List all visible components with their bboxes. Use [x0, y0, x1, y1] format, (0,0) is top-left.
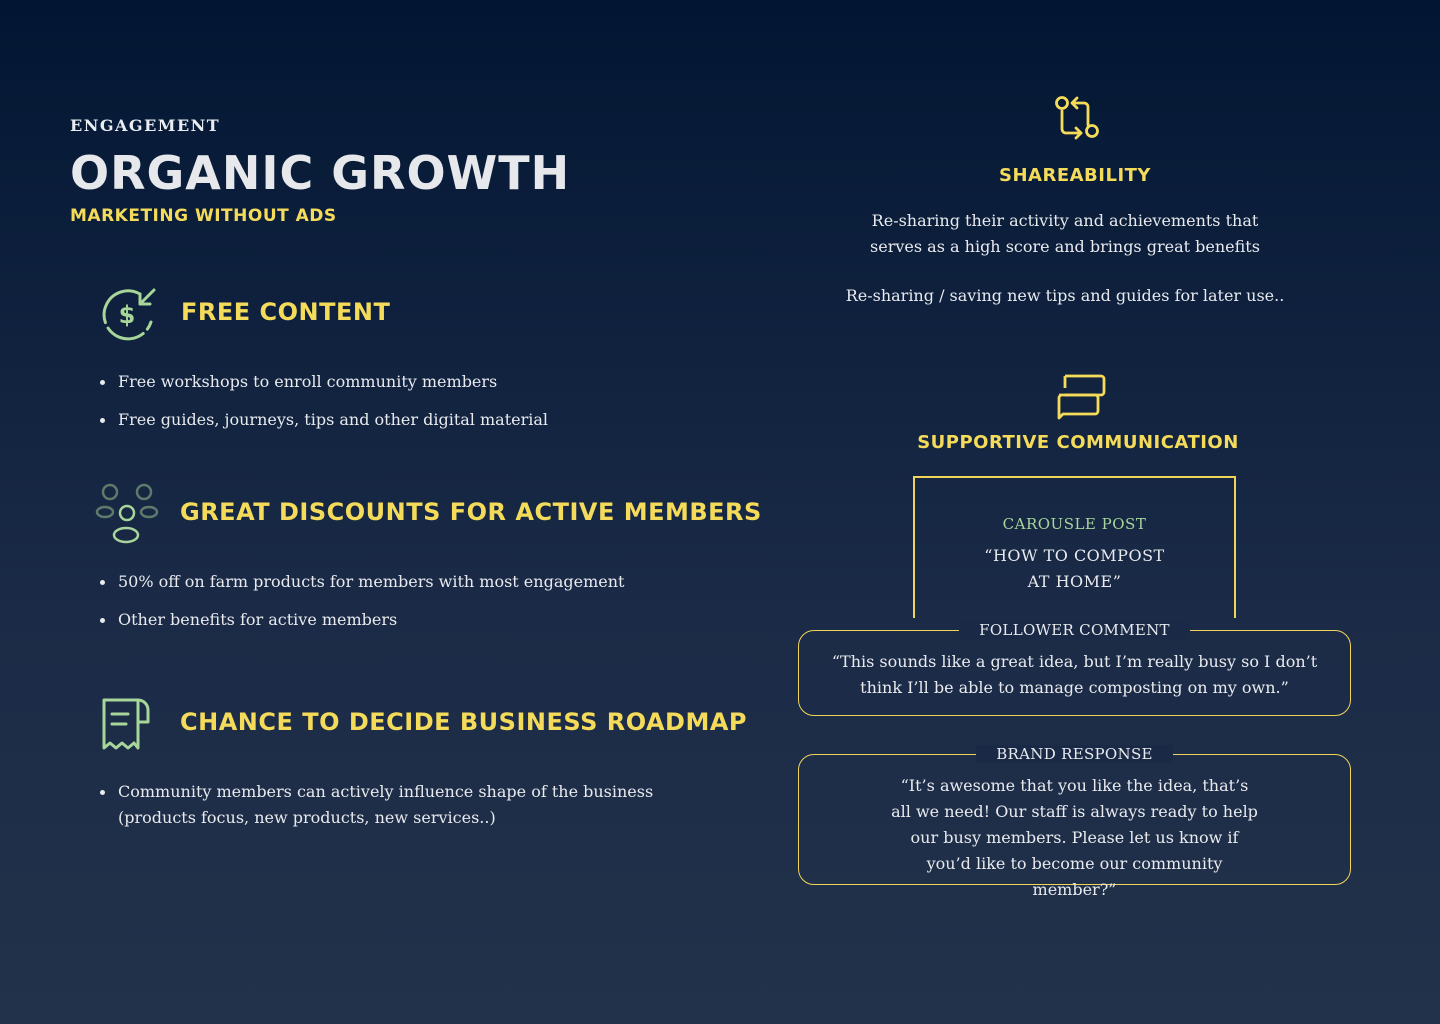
list-item: Community members can actively influence shape of the business (products focus, new products, new services..) [97, 779, 687, 831]
receipt-document-icon [98, 696, 154, 752]
page-subtitle: MARKETING WITHOUT ADS [70, 206, 337, 226]
carousel-post-label: CAROUSLE POST [1002, 515, 1147, 533]
roadmap-list [97, 779, 687, 843]
shareability-text-1: Re-sharing their activity and achievements that serves as a high score and brings great benefits [870, 211, 1260, 256]
follower-comment-text: “This sounds like a great idea, but I’m really busy so I don’t think I’ll be able to manage composting on my own.” [831, 652, 1318, 697]
section-title-free-content: FREE CONTENT [181, 298, 391, 326]
discounts-list [97, 569, 737, 645]
section-title-roadmap: CHANCE TO DECIDE BUSINESS ROADMAP [180, 708, 747, 736]
shareability-text-2: Re-sharing / saving new tips and guides for later use.. [845, 286, 1285, 305]
brand-response-label: BRAND RESPONSE [799, 741, 1350, 767]
communication-title: SUPPORTIVE COMMUNICATION [917, 432, 1239, 453]
share-arrows-icon [1053, 94, 1103, 142]
shareability-title: SHAREABILITY [999, 165, 1151, 186]
free-content-list [97, 369, 697, 445]
section-title-discounts: GREAT DISCOUNTS FOR ACTIVE MEMBERS [180, 498, 762, 526]
brand-response-text: “It’s awesome that you like the idea, that’s all we need! Our staff is always ready to help our busy members. Please let us know if you’d like to become our community member?” [891, 776, 1258, 899]
chat-bubbles-icon [1055, 372, 1107, 420]
carousel-post-text: “HOW TO COMPOST AT HOME” [984, 546, 1165, 591]
list-item: 50% off on farm products for members with most engagement [97, 569, 737, 595]
dollar-cycle-icon [98, 284, 158, 344]
eyebrow-label: ENGAGEMENT [70, 116, 221, 135]
follower-comment-bubble [798, 621, 1351, 716]
follower-comment-label: FOLLOWER COMMENT [799, 617, 1350, 643]
page-title: ORGANIC GROWTH [70, 146, 571, 200]
brand-response-bubble [798, 745, 1351, 899]
list-item: Free workshops to enroll community members [97, 369, 697, 395]
list-item: Free guides, journeys, tips and other digital material [97, 407, 697, 433]
community-group-icon [95, 482, 159, 546]
list-item: Other benefits for active members [97, 607, 737, 633]
svg-text:$: $ [118, 301, 136, 329]
